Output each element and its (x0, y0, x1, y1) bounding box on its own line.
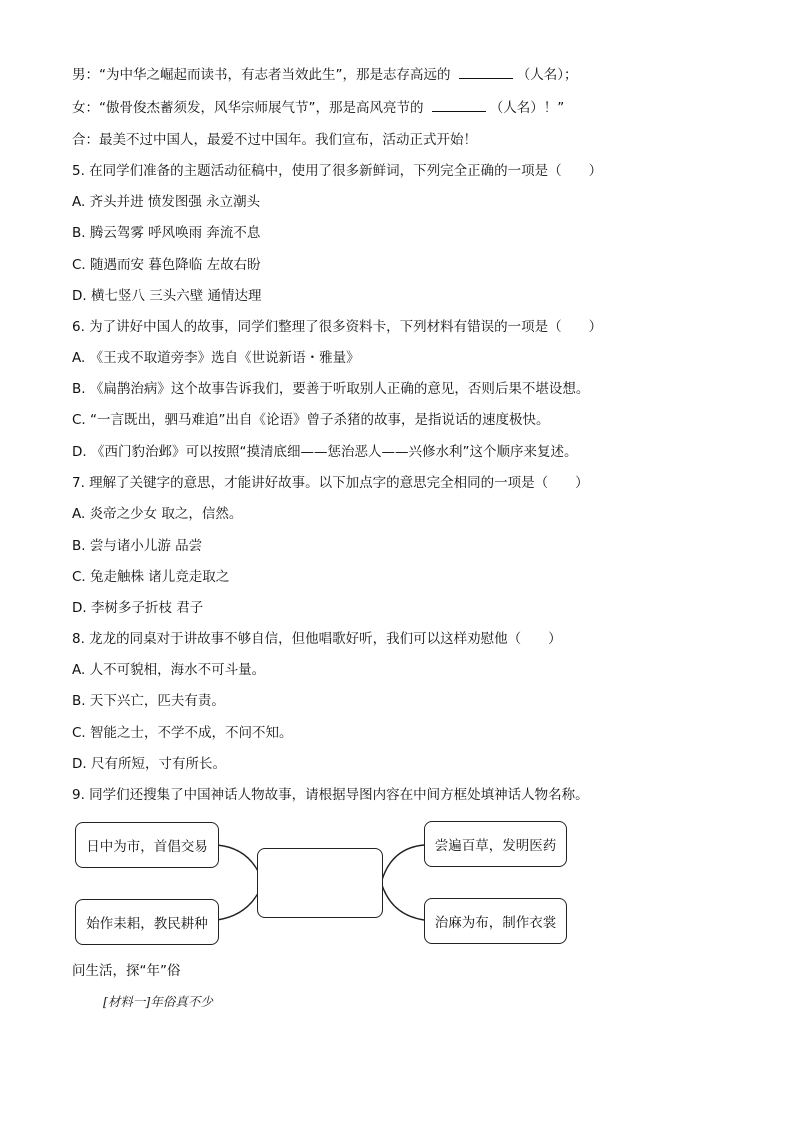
question-5-option-d[interactable]: D. 横七竖八 三头六壁 通情达理 (72, 288, 262, 304)
question-7-option-a[interactable]: A. 炎帝之少女 取之，信然。 (72, 506, 243, 522)
dialogue-together: 合：最美不过中国人，最爱不过中国年。我们宣布，活动正式开始！ (72, 132, 477, 148)
dialogue-female-suffix: （人名）！” (489, 100, 565, 116)
question-6-option-a[interactable]: A. 《王戎不取道旁李》选自《世说新语・雅量》 (72, 350, 360, 366)
question-6-option-d[interactable]: D. 《西门豹治邺》可以按照“摸清底细——惩治恶人——兴修水利”这个顺序来复述。 (72, 444, 578, 460)
question-8-stem: 8. 龙龙的同桌对于讲故事不够自信，但他唱歌好听，我们可以这样劝慰他（ ） (72, 631, 562, 647)
connector-bottom-right (382, 885, 424, 920)
question-6-option-b[interactable]: B. 《扁鹊治病》这个故事告诉我们，要善于听取别人正确的意见，否则后果不堪设想。 (72, 381, 590, 397)
answer-blank-female[interactable] (432, 99, 486, 112)
mindmap-box-bottom-right-text: 治麻为布，制作衣裳 (434, 915, 557, 931)
connector-top-right (382, 845, 424, 880)
dialogue-female-text: 女：“傲骨俊杰蓄须发，风华宗师展气节”，那是高风亮节的 (72, 100, 428, 116)
question-8-option-a[interactable]: A. 人不可貌相，海水不可斗量。 (72, 662, 266, 678)
connector-bottom-left (217, 885, 262, 920)
mindmap-box-top-right-text: 尝遍百草，发明医药 (434, 838, 557, 854)
connector-top-left (217, 845, 262, 880)
question-7-option-b[interactable]: B. 尝与诸小儿游 品尝 (72, 538, 203, 554)
question-8-option-d[interactable]: D. 尺有所短，寸有所长。 (72, 756, 226, 772)
question-5-stem: 5. 在同学们准备的主题活动征稿中，使用了很多新鲜词，下列完全正确的一项是（ ） (72, 163, 603, 179)
dialogue-female (72, 99, 564, 117)
mindmap-box-bottom-left (75, 899, 219, 945)
question-5-option-b[interactable]: B. 腾云驾雾 呼风唤雨 奔流不息 (72, 225, 261, 241)
question-9-stem: 9. 同学们还搜集了中国神话人物故事，请根据导图内容在中间方框处填神话人物名称。 (72, 787, 589, 803)
question-6-option-c[interactable]: C. “一言既出，驷马难追”出自《论语》曾子杀猪的故事，是指说话的速度极快。 (72, 412, 550, 428)
mindmap-box-top-left (75, 822, 219, 868)
answer-blank-male[interactable] (459, 66, 513, 79)
section-title: 问生活，探“年”俗 (72, 963, 181, 979)
mindmap-box-top-right (424, 821, 567, 867)
mindmap-box-bottom-right (424, 898, 567, 944)
material-one-label: [材料一]年俗真不少 (103, 994, 213, 1009)
dialogue-male-text: 男：“为中华之崛起而读书，有志者当效此生”，那是志存高远的 (72, 67, 455, 83)
mindmap-box-top-left-text: 日中为市，首倡交易 (86, 839, 208, 855)
question-7-stem: 7. 理解了关键字的意思，才能讲好故事。以下加点字的意思完全相同的一项是（ ） (72, 475, 589, 491)
dialogue-male (72, 66, 578, 84)
mindmap-center-answer-box[interactable] (257, 848, 383, 918)
mindmap-box-bottom-left-text: 始作耒耜，教民耕种 (86, 916, 208, 932)
question-8-option-b[interactable]: B. 天下兴亡，匹夫有责。 (72, 693, 225, 709)
question-7-option-c[interactable]: C. 兔走触株 诸儿竞走取之 (72, 569, 230, 585)
question-5-option-a[interactable]: A. 齐头并进 愤发图强 永立潮头 (72, 194, 261, 210)
question-6-stem: 6. 为了讲好中国人的故事，同学们整理了很多资料卡，下列材料有错误的一项是（ ） (72, 319, 603, 335)
question-8-option-c[interactable]: C. 智能之士，不学不成，不问不知。 (72, 725, 293, 741)
question-7-option-d[interactable]: D. 李树多子折枝 君子 (72, 600, 204, 616)
dialogue-male-suffix: （人名）； (516, 67, 578, 83)
question-5-option-c[interactable]: C. 随遇而安 暮色降临 左故右盼 (72, 257, 261, 273)
